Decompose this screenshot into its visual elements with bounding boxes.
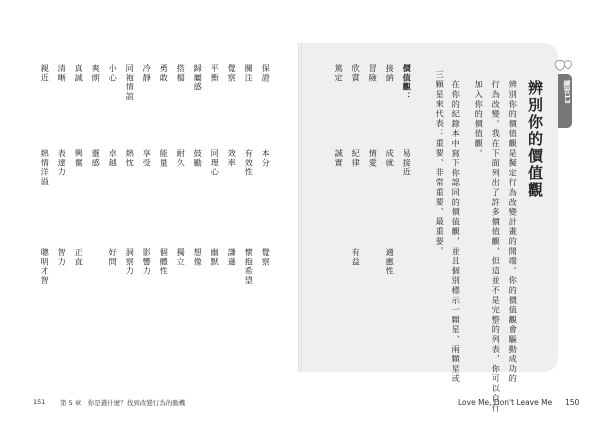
left-value-word: 覺察: [227, 64, 238, 83]
left-value-word: 效率: [227, 149, 238, 168]
left-page: [0, 43, 300, 372]
left-value-word: 熱忱: [125, 149, 136, 168]
left-value-word: 智力: [57, 248, 68, 267]
left-value-word: 想像: [193, 248, 204, 267]
hearts-icon: [554, 56, 576, 74]
paragraph-line-2: 行為改變。我在下面列出了許多價值觀，但這並不是完整的列表，你可以自行: [491, 80, 502, 414]
right-value-word: 誠實: [334, 149, 345, 168]
right-value-word: 冒險: [368, 64, 379, 83]
paragraph-line-4: 在你的紀錄本中寫下你認同的價值觀，並且個別標示一顆星、兩顆星或: [451, 80, 462, 384]
left-value-word: 平衡: [210, 64, 221, 83]
left-value-word: 搭檔: [176, 64, 187, 83]
left-value-word: 好問: [108, 248, 119, 267]
exercise-tab: [558, 74, 572, 128]
left-value-word: 興奮: [74, 149, 85, 168]
left-value-word: 卓越: [108, 149, 119, 168]
left-value-word: 同理心: [210, 149, 221, 177]
left-value-word: 歸屬感: [193, 64, 204, 92]
left-value-word: 幽默: [210, 248, 221, 267]
left-value-word: 表達力: [57, 149, 68, 177]
left-value-word: 清晰: [57, 64, 68, 83]
paragraph-line-5: 三顆星來代表：重要、非常重要、最重要。: [435, 70, 446, 257]
right-value-word: 篤定: [334, 64, 345, 83]
left-value-word: 謙遜: [227, 248, 238, 267]
right-value-word: 成就: [385, 149, 396, 168]
right-running-title: Love Me, Don't Leave Me: [458, 398, 553, 407]
right-value-word: 易接近: [402, 149, 413, 177]
paragraph-line-1: 辨別你的價值觀是擬定行為改變計畫的開端。你的價值觀會驅動成功的: [508, 80, 519, 384]
left-value-word: 勇敢: [159, 64, 170, 83]
paragraph-line-3: 加入你的價值觀。: [474, 80, 485, 159]
right-value-word: 接納: [385, 64, 396, 83]
left-value-word: 有效性: [244, 149, 255, 177]
left-value-word: 鼓勵: [193, 149, 204, 168]
left-value-word: 冷靜: [142, 64, 153, 83]
left-value-word: 享受: [142, 149, 153, 168]
book-spine: [298, 43, 302, 372]
left-value-word: 影響力: [142, 248, 153, 276]
left-value-word: 保證: [261, 64, 272, 83]
left-value-word: 爽朗: [91, 64, 102, 83]
left-value-word: 個體性: [159, 248, 170, 276]
left-value-word: 洞察力: [125, 248, 136, 276]
left-value-word: 關注: [244, 64, 255, 83]
left-value-word: 小心: [108, 64, 119, 83]
values-heading: 價值觀：: [402, 64, 413, 101]
left-value-word: 熱情洋溢: [40, 149, 51, 186]
left-value-word: 同袍情誼: [125, 64, 136, 101]
left-chapter-running-head: 第 5 章 你是選什麼？找到改變行為的動機: [60, 399, 186, 407]
left-value-word: 本分: [261, 149, 272, 168]
right-value-word: 欣賞: [351, 64, 362, 83]
left-value-word: 耐久: [176, 149, 187, 168]
left-value-word: 靈感: [91, 149, 102, 168]
right-value-word: 適應性: [385, 248, 396, 276]
right-value-word: 有益: [351, 248, 362, 267]
left-value-word: 聰明才智: [40, 248, 51, 285]
left-page-number: 151: [33, 398, 46, 406]
left-value-word: 親近: [40, 64, 51, 83]
exercise-tab-label: 練習13: [563, 80, 571, 104]
right-value-word: 情愛: [368, 149, 379, 168]
right-value-word: 紀律: [351, 149, 362, 168]
left-value-word: 正直: [74, 248, 85, 267]
left-value-word: 真誠: [74, 64, 85, 83]
left-value-word: 覺察: [261, 248, 272, 267]
left-value-word: 能量: [159, 149, 170, 168]
exercise-title: 辨別你的價值觀: [526, 80, 544, 199]
right-page-number: 150: [565, 398, 580, 407]
right-page: [300, 43, 558, 372]
left-value-word: 懷抱希望: [244, 248, 255, 285]
left-value-word: 獨立: [176, 248, 187, 267]
